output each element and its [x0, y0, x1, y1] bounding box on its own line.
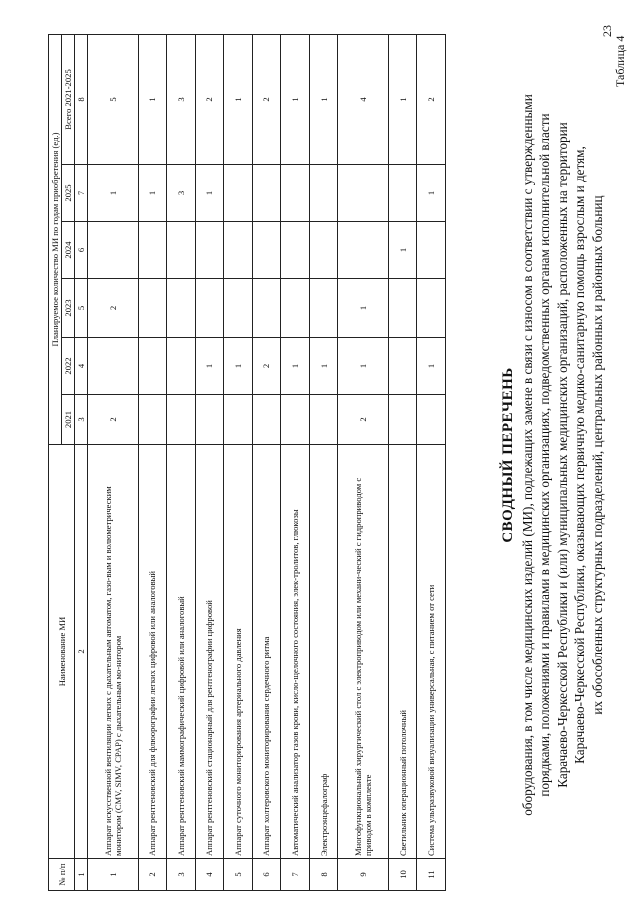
- device-name: Автоматический анализатор газов крови, кисло-щелочного состояния, элек-тролитов, глюкозы: [281, 445, 310, 859]
- year-count-cell: 1: [417, 165, 446, 222]
- column-index: 6: [75, 222, 88, 279]
- total-cell: 1: [309, 34, 338, 164]
- year-count-cell: [309, 165, 338, 222]
- heading-line: оборудования, в том числе медицинских изделий (МИ), подлежащих замене в связи с износом в соответствии с утвержденными: [520, 94, 535, 816]
- column-index: 2: [75, 445, 88, 859]
- year-count-cell: [252, 222, 281, 279]
- year-count-cell: [138, 338, 167, 395]
- header-year: 2022: [62, 338, 75, 395]
- year-count-cell: [338, 165, 389, 222]
- column-index: 1: [75, 859, 88, 891]
- column-index-row: [75, 34, 88, 890]
- row-number: 2: [138, 859, 167, 891]
- year-count-cell: [195, 222, 224, 279]
- year-count-cell: 2: [88, 395, 139, 445]
- header-year: 2025: [62, 165, 75, 222]
- total-cell: 1: [224, 34, 253, 164]
- table-row: [167, 34, 196, 890]
- header-year: 2023: [62, 279, 75, 338]
- year-count-cell: [224, 222, 253, 279]
- header-year: 2021: [62, 395, 75, 445]
- table-row: [224, 34, 253, 890]
- year-count-cell: [195, 395, 224, 445]
- column-index: 4: [75, 338, 88, 395]
- year-count-cell: 1: [388, 222, 417, 279]
- heading-line: порядками, положениями и правилами в медицинских организациях, подведомственных органам исполнительной власти: [537, 113, 553, 797]
- total-cell: 2: [417, 34, 446, 164]
- column-index: 7: [75, 165, 88, 222]
- header-group: Планируемое количество МИ по годам приобретения (ед.): [49, 34, 62, 444]
- year-count-cell: 1: [88, 165, 139, 222]
- heading-line: Карачаево-Черкесской Республики, оказывающих первичную медико-санитарную помощь взрослым и детям,: [572, 146, 588, 764]
- row-number: 1: [88, 859, 139, 891]
- row-number: 10: [388, 859, 417, 891]
- row-number: 9: [338, 859, 389, 891]
- total-cell: 4: [338, 34, 389, 164]
- year-count-cell: [309, 395, 338, 445]
- table-row: [252, 34, 281, 890]
- row-number: 4: [195, 859, 224, 891]
- total-cell: 2: [195, 34, 224, 164]
- equipment-table: [48, 34, 446, 891]
- device-name: Аппарат рентгеновский маммографический цифровой или аналоговый: [167, 445, 196, 859]
- year-count-cell: [224, 279, 253, 338]
- row-number: 5: [224, 859, 253, 891]
- total-cell: 1: [138, 34, 167, 164]
- year-count-cell: 3: [167, 165, 196, 222]
- year-count-cell: [338, 222, 389, 279]
- device-name: Аппарат рентгеновский для флюорографии легких цифровой или аналоговый: [138, 445, 167, 859]
- total-cell: 5: [88, 34, 139, 164]
- year-count-cell: 1: [138, 165, 167, 222]
- year-count-cell: [138, 279, 167, 338]
- year-count-cell: [252, 165, 281, 222]
- table-row: [281, 34, 310, 890]
- device-name: Аппарат суточного мониторирования артериального давления: [224, 445, 253, 859]
- year-count-cell: 1: [195, 338, 224, 395]
- year-count-cell: [167, 222, 196, 279]
- year-count-cell: 1: [417, 338, 446, 395]
- year-count-cell: [417, 222, 446, 279]
- header-total: Всего 2021-2025: [62, 34, 75, 164]
- header-name: Наименование МИ: [49, 445, 75, 859]
- year-count-cell: 2: [252, 338, 281, 395]
- device-name: Аппарат искусственной вентиляции легких с дыхательным автоматом, газо-вым и волюметрическим монитором (CMV, SIMV, CPAP) с дыхательным мо-нитором: [88, 445, 139, 859]
- year-count-cell: 1: [195, 165, 224, 222]
- year-count-cell: [388, 338, 417, 395]
- device-name: Многофункциональный хирургический стол с электроприводом или механи-ческий с гидроприводом с приводом в комплекте: [338, 445, 389, 859]
- column-index: 8: [75, 34, 88, 164]
- year-count-cell: 1: [224, 338, 253, 395]
- year-count-cell: [309, 222, 338, 279]
- year-count-cell: 2: [88, 279, 139, 338]
- heading-title: СВОДНЫЙ ПЕРЕЧЕНЬ: [500, 367, 516, 543]
- column-index: 3: [75, 395, 88, 445]
- year-count-cell: 2: [338, 395, 389, 445]
- year-count-cell: [417, 279, 446, 338]
- total-cell: 2: [252, 34, 281, 164]
- table-row: [338, 34, 389, 890]
- year-count-cell: [417, 395, 446, 445]
- page-number: 23: [600, 25, 614, 37]
- year-count-cell: [138, 395, 167, 445]
- device-name: Аппарат холтеровского мониторирования сердечного ритма: [252, 445, 281, 859]
- year-count-cell: 1: [281, 338, 310, 395]
- year-count-cell: [281, 222, 310, 279]
- table-row: [88, 34, 139, 890]
- year-count-cell: 1: [338, 279, 389, 338]
- year-count-cell: [167, 395, 196, 445]
- year-count-cell: [388, 165, 417, 222]
- year-count-cell: 1: [309, 338, 338, 395]
- row-number: 8: [309, 859, 338, 891]
- year-count-cell: [281, 395, 310, 445]
- year-count-cell: [88, 222, 139, 279]
- table-row: [417, 34, 446, 890]
- heading-line: Карачаево-Черкесской Республики и (или) муниципальных медицинских организаций, расположенных на территории: [554, 122, 570, 788]
- header-year: 2024: [62, 222, 75, 279]
- device-name: Светильник операционный потолочный: [388, 445, 417, 859]
- year-count-cell: [388, 279, 417, 338]
- heading-line: их обособленных структурных подразделений, центральных районных и районных больниц: [589, 195, 605, 715]
- table-label: Таблица 4: [613, 35, 627, 87]
- row-number: 11: [417, 859, 446, 891]
- year-count-cell: [309, 279, 338, 338]
- year-count-cell: [167, 279, 196, 338]
- table-row: [138, 34, 167, 890]
- row-number: 3: [167, 859, 196, 891]
- table-row: [388, 34, 417, 890]
- year-count-cell: [88, 338, 139, 395]
- header-num: № п/п: [49, 859, 75, 891]
- year-count-cell: [252, 279, 281, 338]
- year-count-cell: [138, 222, 167, 279]
- table-row: [195, 34, 224, 890]
- row-number: 7: [281, 859, 310, 891]
- total-cell: 1: [388, 34, 417, 164]
- year-count-cell: [252, 395, 281, 445]
- year-count-cell: [224, 165, 253, 222]
- year-count-cell: [195, 279, 224, 338]
- total-cell: 3: [167, 34, 196, 164]
- table-body: [88, 34, 446, 890]
- year-count-cell: 1: [338, 338, 389, 395]
- document-heading: [500, 35, 606, 875]
- row-number: 6: [252, 859, 281, 891]
- year-count-cell: [388, 395, 417, 445]
- device-name: Электроэнцефалограф: [309, 445, 338, 859]
- year-count-cell: [224, 395, 253, 445]
- device-name: Аппарат рентгеновский стационарный для рентгенографии цифровой: [195, 445, 224, 859]
- year-count-cell: [281, 279, 310, 338]
- total-cell: 1: [281, 34, 310, 164]
- device-name: Система ультразвуковой визуализации универсальная, с питанием от сети: [417, 445, 446, 859]
- column-index: 5: [75, 279, 88, 338]
- year-count-cell: [281, 165, 310, 222]
- table-row: [309, 34, 338, 890]
- year-count-cell: [167, 338, 196, 395]
